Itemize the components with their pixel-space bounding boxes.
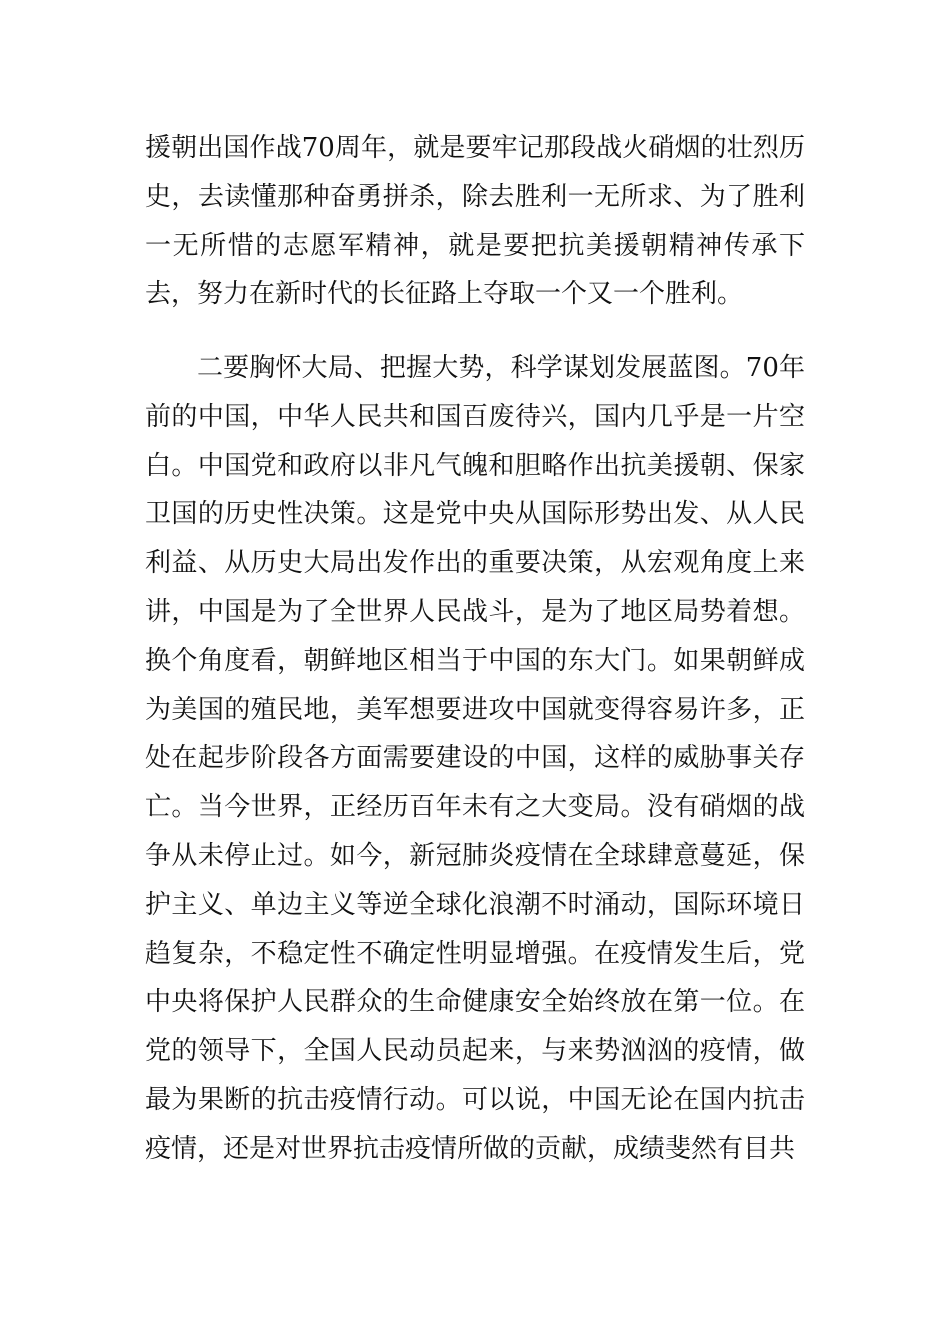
paragraph-1: 援朝出国作战70周年，就是要牢记那段战火硝烟的壮烈历史，去读懂那种奋勇拼杀，除去胜利一无所求、为了胜利一无所惜的志愿军精神，就是要把抗美援朝精神传承下去，努力在新时代的长征路上夺取一个又一个胜利。 (145, 133, 805, 310)
paragraph-2: 二要胸怀大局、把握大势，科学谋划发展蓝图。70年前的中国，中华人民共和国百废待兴，国内几乎是一片空白。中国党和政府以非凡气魄和胆略作出抗美援朝、保家卫国的历史性决策。这是党中央从国际形势出发、从人民利益、从历史大局出发作出的重要决策，从宏观角度上来讲，中国是为了全世界人民战斗，是为了地区局势着想。换个角度看，朝鲜地区相当于中国的东大门。如果朝鲜成为美国的殖民地，美军想要进攻中国就变得容易许多，正处在起步阶段各方面需要建设的中国，这样的威胁事关存亡。当今世界，正经历百年未有之大变局。没有硝烟的战争从未停止过。如今，新冠肺炎疫情在全球肆意蔓延，保护主义、单边主义等逆全球化浪潮不时涌动，国际环境日趋复杂，不稳定性不确定性明显增强。在疫情发生后，党中央将保护人民群众的生命健康安全始终放在第一位。在党的领导下，全国人民动员起来，与来势汹汹的疫情，做最为果断的抗击疫情行动。可以说，中国无论在国内抗击疫情，还是对世界抗击疫情所做的贡献，成绩斐然有目共 (145, 353, 805, 1164)
